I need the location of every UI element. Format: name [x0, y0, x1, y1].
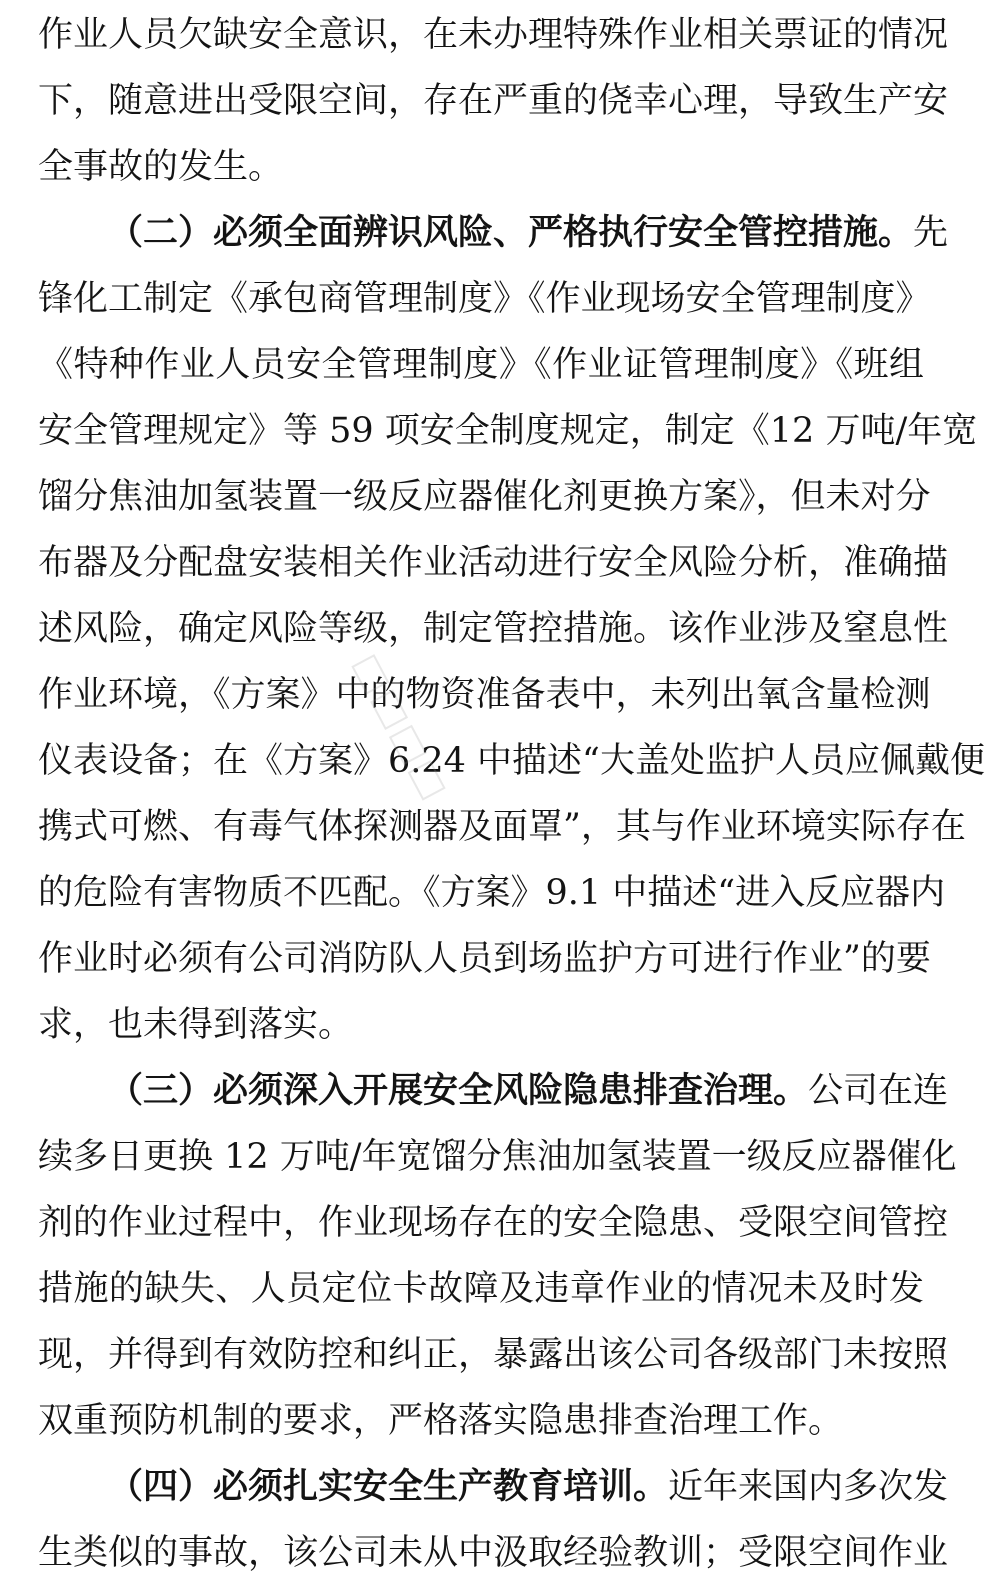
- text-line: [38, 1126, 957, 1188]
- line-text: 下，随意进出受限空间，存在严重的侥幸心理，导致生产安: [38, 81, 949, 121]
- line-text: 续多日更换 12 万吨/年宽馏分焦油加氢装置一级反应器催化: [38, 1137, 957, 1177]
- line-text: 措施的缺失、人员定位卡故障及违章作业的情况未及时发: [38, 1269, 924, 1309]
- text-line: [38, 1258, 924, 1320]
- line-text: 作业环境，《方案》中的物资准备表中，未列出氧含量检测: [38, 675, 931, 715]
- line-text: 《特种作业人员安全管理制度》《作业证管理制度》《班组: [38, 345, 924, 385]
- section-heading: （三）必须深入开展安全风险隐患排查治理。: [108, 1070, 809, 1111]
- text-line: [38, 1192, 949, 1254]
- text-line: [38, 1522, 949, 1584]
- line-text: 作业人员欠缺安全意识，在未办理特殊作业相关票证的情况: [38, 15, 949, 55]
- text-line: [38, 1390, 924, 1452]
- text-line: [38, 466, 931, 528]
- line-text: 生类似的事故，该公司未从中汲取经验教训；受限空间作业: [38, 1533, 949, 1573]
- line-text: 公司在连: [808, 1071, 949, 1111]
- section-heading-line: [108, 1060, 949, 1122]
- text-line: [38, 532, 949, 594]
- text-line: [38, 994, 924, 1056]
- text-line: [38, 70, 949, 132]
- line-text: 求，也未得到落实。: [38, 1005, 354, 1045]
- line-text: 全事故的发生。: [38, 147, 284, 187]
- text-line: [38, 400, 978, 462]
- section-heading: （四）必须扎实安全生产教育培训。: [108, 1466, 669, 1507]
- text-line: [38, 598, 949, 660]
- text-line: [38, 664, 931, 726]
- line-text: 剂的作业过程中，作业现场存在的安全隐患、受限空间管控: [38, 1203, 949, 1243]
- text-line: [38, 928, 931, 990]
- text-line: [38, 862, 946, 924]
- line-text: 的危险有害物质不匹配。《方案》9.1 中描述“进入反应器内: [38, 873, 946, 913]
- text-line: [38, 730, 985, 792]
- line-text: 作业时必须有公司消防队人员到场监护方可进行作业”的要: [38, 939, 931, 979]
- text-line: [38, 1324, 949, 1386]
- line-text: 锋化工制定《承包商管理制度》《作业现场安全管理制度》: [38, 279, 931, 319]
- line-text: 馏分焦油加氢装置一级反应器催化剂更换方案》，但未对分: [38, 477, 931, 517]
- line-text: 近年来国内多次发: [668, 1467, 949, 1507]
- text-line: [38, 268, 931, 330]
- text-line: [38, 4, 949, 66]
- line-text: 安全管理规定》等 59 项安全制度规定，制定《12 万吨/年宽: [38, 411, 978, 451]
- section-heading-line: [108, 1456, 949, 1518]
- line-text: 先: [913, 213, 949, 253]
- section-heading: （二）必须全面辨识风险、严格执行安全管控措施。: [108, 212, 914, 253]
- text-line: [38, 136, 924, 198]
- text-line: [38, 334, 924, 396]
- line-text: 述风险，确定风险等级，制定管控措施。该作业涉及窒息性: [38, 609, 949, 649]
- line-text: 仪表设备；在《方案》6.24 中描述“大盖处监护人员应佩戴便: [38, 741, 985, 781]
- line-text: 双重预防机制的要求，严格落实隐患排查治理工作。: [38, 1401, 844, 1441]
- line-text: 现，并得到有效防控和纠正，暴露出该公司各级部门未按照: [38, 1335, 949, 1375]
- line-text: 布器及分配盘安装相关作业活动进行安全风险分析，准确描: [38, 543, 949, 583]
- section-heading-line: [108, 202, 949, 264]
- text-line: [38, 796, 966, 858]
- line-text: 携式可燃、有毒气体探测器及面罩”，其与作业环境实际存在: [38, 807, 966, 847]
